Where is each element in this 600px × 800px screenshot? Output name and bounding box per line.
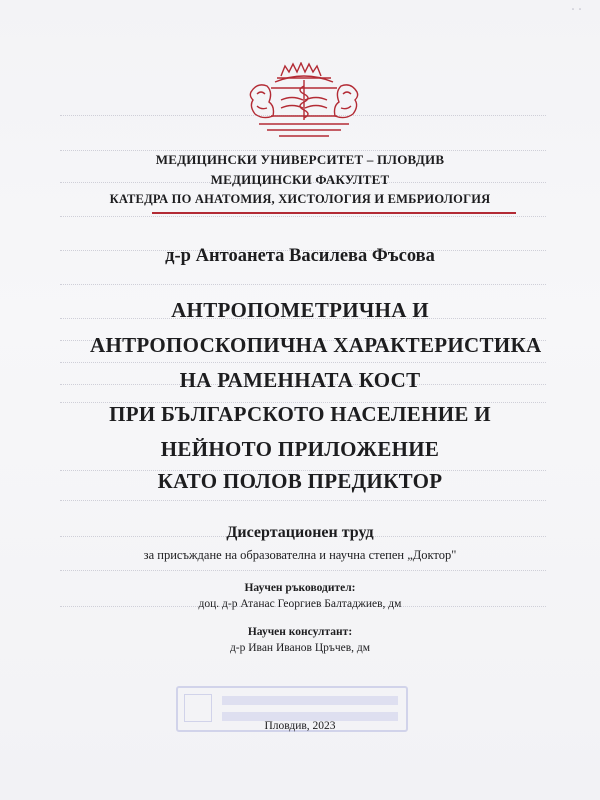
consultant-name: д-р Иван Иванов Цръчев, дм bbox=[229, 642, 371, 654]
supervisor-name: доц. д-р Атанас Георгиев Балтаджиев, дм bbox=[198, 598, 402, 610]
title-line: КАТО ПОЛОВ ПРЕДИКТОР bbox=[157, 469, 443, 493]
place-year: Пловдив, 2023 bbox=[264, 720, 336, 732]
thesis-label: Дисертационен труд bbox=[226, 524, 374, 541]
title-line: ПРИ БЪЛГАРСКОТО НАСЕЛЕНИЕ И bbox=[109, 402, 491, 426]
title-line: НЕЙНОТО ПРИЛОЖЕНИЕ bbox=[160, 437, 440, 461]
author-name: д-р Антоанета Василева Фъсова bbox=[165, 246, 435, 266]
title-line: НА РАМЕННАТА КОСТ bbox=[179, 368, 421, 392]
faculty-name: МЕДИЦИНСКИ ФАКУЛТЕТ bbox=[210, 172, 390, 187]
title-line: АНТРОПОМЕТРИЧНА И bbox=[171, 298, 429, 322]
bleed-through-mark: · · bbox=[570, 2, 582, 16]
medical-university-emblem-icon bbox=[245, 62, 363, 138]
department-name: КАТЕДРА ПО АНАТОМИЯ, ХИСТОЛОГИЯ И ЕМБРИОЛОГИЯ bbox=[109, 192, 491, 206]
degree-description: за присъждане на образователна и научна степен „Доктор" bbox=[143, 548, 457, 562]
supervisor-label: Научен ръководител: bbox=[244, 582, 356, 594]
header-divider bbox=[152, 212, 516, 214]
title-line: АНТРОПОСКОПИЧНА ХАРАКТЕРИСТИКА bbox=[90, 333, 542, 357]
consultant-label: Научен консултант: bbox=[247, 626, 353, 638]
university-name: МЕДИЦИНСКИ УНИВЕРСИТЕТ – ПЛОВДИВ bbox=[155, 152, 445, 167]
